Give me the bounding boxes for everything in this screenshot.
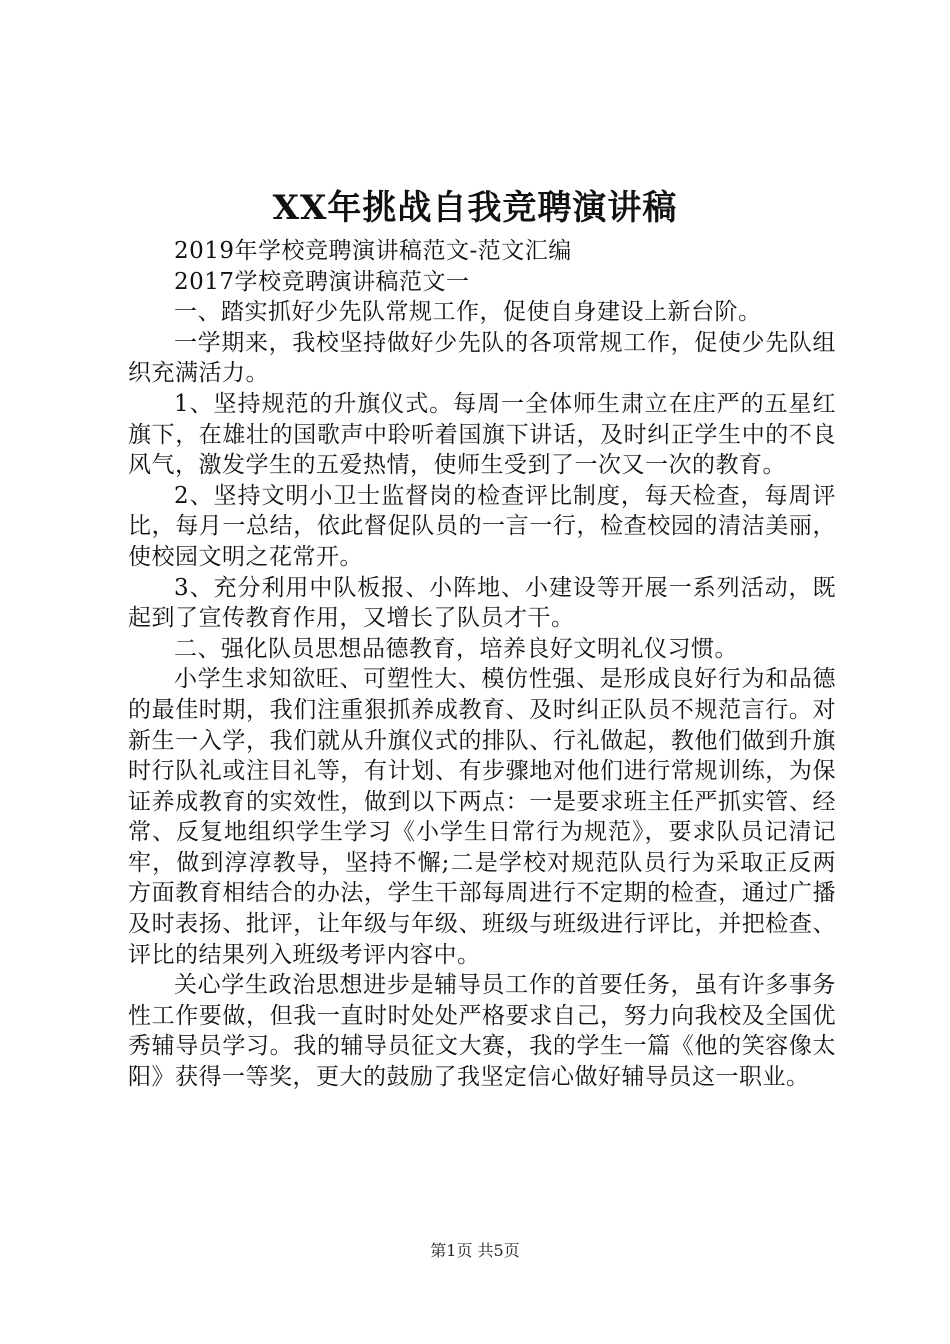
paragraph-heading-1: 一、踏实抓好少先队常规工作，促使自身建设上新台阶。 [174, 299, 762, 326]
document-title: XX年挑战自我竞聘演讲稿 [272, 188, 678, 228]
paragraph-item-3: 3、充分利用中队板报、小阵地、小建设等开展一系列活动，既起到了宣传教育作用，又增长了队员才干。 [128, 574, 836, 632]
page-footer: 第1页 共5页 [430, 1241, 520, 1260]
paragraph-intro: 一学期来，我校坚持做好少先队的各项常规工作，促使少先队组织充满活力。 [128, 329, 836, 387]
paragraph-moral-education: 小学生求知欲旺、可塑性大、模仿性强、是形成良好行为和品德的最佳时期，我们注重狠抓养成教育、及时纠正队员不规范言行。对新生一入学，我们就从升旗仪式的排队、行礼做起，教他们做到升旗时行队礼或注目礼等，有计划、有步骤地对他们进行常规训练，为保证养成教育的实效性，做到以下两点：一是要求班主任严抓实管、经常、反复地组织学生学习《小学生日常行为规范》，要求队员记清记牢，做到淳淳教导，坚持不懈;二是学校对规范队员行为采取正反两方面教育相结合的办法，学生干部每周进行不定期的检查，通过广播及时表扬、批评，让年级与年级、班级与班级进行评比，并把检查、评比的结果列入班级考评内容中。 [128, 666, 836, 968]
paragraph-political-thought: 关心学生政治思想进步是辅导员工作的首要任务，虽有许多事务性工作要做，但我一直时时处处严格要求自己，努力向我校及全国优秀辅导员学习。我的辅导员征文大赛，我的学生一篇《他的笑容像太阳》获得一等奖，更大的鼓励了我坚定信心做好辅导员这一职业。 [128, 972, 836, 1091]
paragraph-item-2: 2、坚持文明小卫士监督岗的检查评比制度，每天检查，每周评比，每月一总结，依此督促队员的一言一行，检查校园的清洁美丽，使校园文明之花常开。 [128, 482, 836, 570]
paragraph-subtitle-2019: 2019年学校竞聘演讲稿范文-范文汇编 [174, 238, 572, 264]
paragraph-heading-2: 二、强化队员思想品德教育，培养良好文明礼仪习惯。 [174, 635, 738, 662]
paragraph-subtitle-2017: 2017学校竞聘演讲稿范文一 [174, 268, 470, 295]
paragraph-item-1: 1、坚持规范的升旗仪式。每周一全体师生肃立在庄严的五星红旗下，在雄壮的国歌声中聆听着国旗下讲话，及时纠正学生中的不良风气，激发学生的五爱热情，使师生受到了一次又一次的教育。 [128, 390, 836, 479]
document-body [128, 236, 836, 1093]
